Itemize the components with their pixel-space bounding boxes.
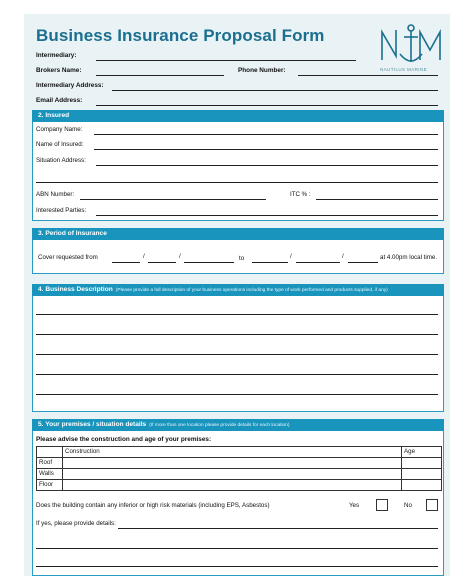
- local-time-label: at 4.00pm local time.: [380, 254, 438, 261]
- situation-address-field[interactable]: [96, 165, 438, 166]
- premises-note: (If more than one location please provide details for each location): [149, 423, 290, 428]
- roof-construction-cell[interactable]: [63, 458, 402, 469]
- page-title: Business Insurance Proposal Form: [36, 26, 325, 45]
- interested-parties-field[interactable]: [96, 215, 438, 216]
- itc-field[interactable]: [316, 199, 438, 200]
- business-heading-text: 4. Business Description: [38, 286, 113, 293]
- yes-label: Yes: [349, 502, 360, 509]
- business-note: (Please provide a full description of your business operations including the type of work performed and products supplied, if any): [115, 288, 388, 293]
- date-slash-4: /: [342, 253, 344, 260]
- if-yes-details-field[interactable]: [118, 528, 438, 529]
- business-line-5[interactable]: [36, 394, 438, 395]
- itc-label: ITC % :: [290, 191, 311, 198]
- form-page: [24, 14, 450, 576]
- company-name-field[interactable]: [94, 134, 438, 135]
- age-header: Age: [402, 447, 442, 458]
- email-address-field[interactable]: [96, 105, 438, 106]
- business-line-1[interactable]: [36, 314, 438, 315]
- cover-from-month-field[interactable]: [148, 262, 176, 263]
- no-checkbox[interactable]: [426, 499, 438, 511]
- period-heading: [32, 228, 444, 240]
- date-slash-2: /: [179, 253, 181, 260]
- name-of-insured-field[interactable]: [94, 149, 438, 150]
- business-line-2[interactable]: [36, 334, 438, 335]
- business-heading: [32, 284, 444, 296]
- intermediary-label: Intermediary:: [36, 52, 77, 59]
- table-row: [37, 447, 442, 458]
- email-address-label: Email Address:: [36, 97, 83, 104]
- floor-age-cell[interactable]: [402, 480, 442, 491]
- insured-heading-text: 2. Insured: [38, 112, 70, 119]
- intermediary-address-label: Intermediary Address:: [36, 82, 104, 89]
- situation-address-field-2[interactable]: [36, 182, 438, 183]
- premises-heading: [32, 419, 444, 431]
- table-row: [37, 458, 442, 469]
- to-label: to: [239, 255, 245, 262]
- logo-caption: NAUTILUS MARINE: [380, 67, 428, 72]
- intermediary-address-field[interactable]: [112, 90, 438, 91]
- walls-age-cell[interactable]: [402, 469, 442, 480]
- table-row: [37, 469, 442, 480]
- row-label-roof: Roof: [37, 458, 63, 469]
- date-slash-3: /: [290, 253, 292, 260]
- abn-number-label: ABN Number:: [36, 191, 75, 198]
- abn-number-field[interactable]: [80, 199, 266, 200]
- cover-from-year-field[interactable]: [184, 262, 234, 263]
- if-yes-details-field-3[interactable]: [36, 566, 438, 567]
- if-yes-details-field-2[interactable]: [36, 548, 438, 549]
- brokers-name-field[interactable]: [96, 75, 224, 76]
- row-label-floor: Floor: [37, 480, 63, 491]
- if-yes-label: If yes, please provide details:: [36, 520, 116, 527]
- company-name-label: Company Name:: [36, 126, 83, 133]
- roof-age-cell[interactable]: [402, 458, 442, 469]
- premises-advise-label: Please advise the construction and age of your premises:: [36, 436, 212, 443]
- name-of-insured-label: Name of Insured:: [36, 141, 84, 148]
- business-section: [32, 284, 444, 412]
- intermediary-field[interactable]: [96, 60, 356, 61]
- phone-number-label: Phone Number:: [238, 67, 286, 74]
- table-row: [37, 480, 442, 491]
- anchor-icon: [376, 20, 446, 68]
- cover-from-day-field[interactable]: [112, 262, 140, 263]
- no-label: No: [404, 502, 412, 509]
- date-slash-1: /: [143, 253, 145, 260]
- blank-header-cell: [37, 447, 63, 458]
- hazard-question-label: Does the building contain any inferior or high risk materials (including EPS, Asbestos): [36, 502, 270, 509]
- construction-header: Construction: [63, 447, 402, 458]
- floor-construction-cell[interactable]: [63, 480, 402, 491]
- cover-to-year-field[interactable]: [348, 262, 378, 263]
- business-line-3[interactable]: [36, 354, 438, 355]
- construction-table: [36, 446, 442, 491]
- premises-heading-text: 5. Your premises / situation details: [38, 421, 147, 428]
- row-label-walls: Walls: [37, 469, 63, 480]
- cover-to-month-field[interactable]: [296, 262, 340, 263]
- cover-to-day-field[interactable]: [252, 262, 288, 263]
- yes-checkbox[interactable]: [376, 499, 388, 511]
- cover-requested-label: Cover requested from: [38, 254, 98, 261]
- situation-address-label: Situation Address:: [36, 157, 86, 164]
- interested-parties-label: Interested Parties:: [36, 207, 87, 214]
- brokers-name-label: Brokers Name:: [36, 67, 82, 74]
- phone-number-field[interactable]: [298, 75, 438, 76]
- insured-heading: [32, 110, 444, 122]
- business-line-4[interactable]: [36, 374, 438, 375]
- walls-construction-cell[interactable]: [63, 469, 402, 480]
- period-heading-text: 3. Period of Insurance: [38, 230, 107, 237]
